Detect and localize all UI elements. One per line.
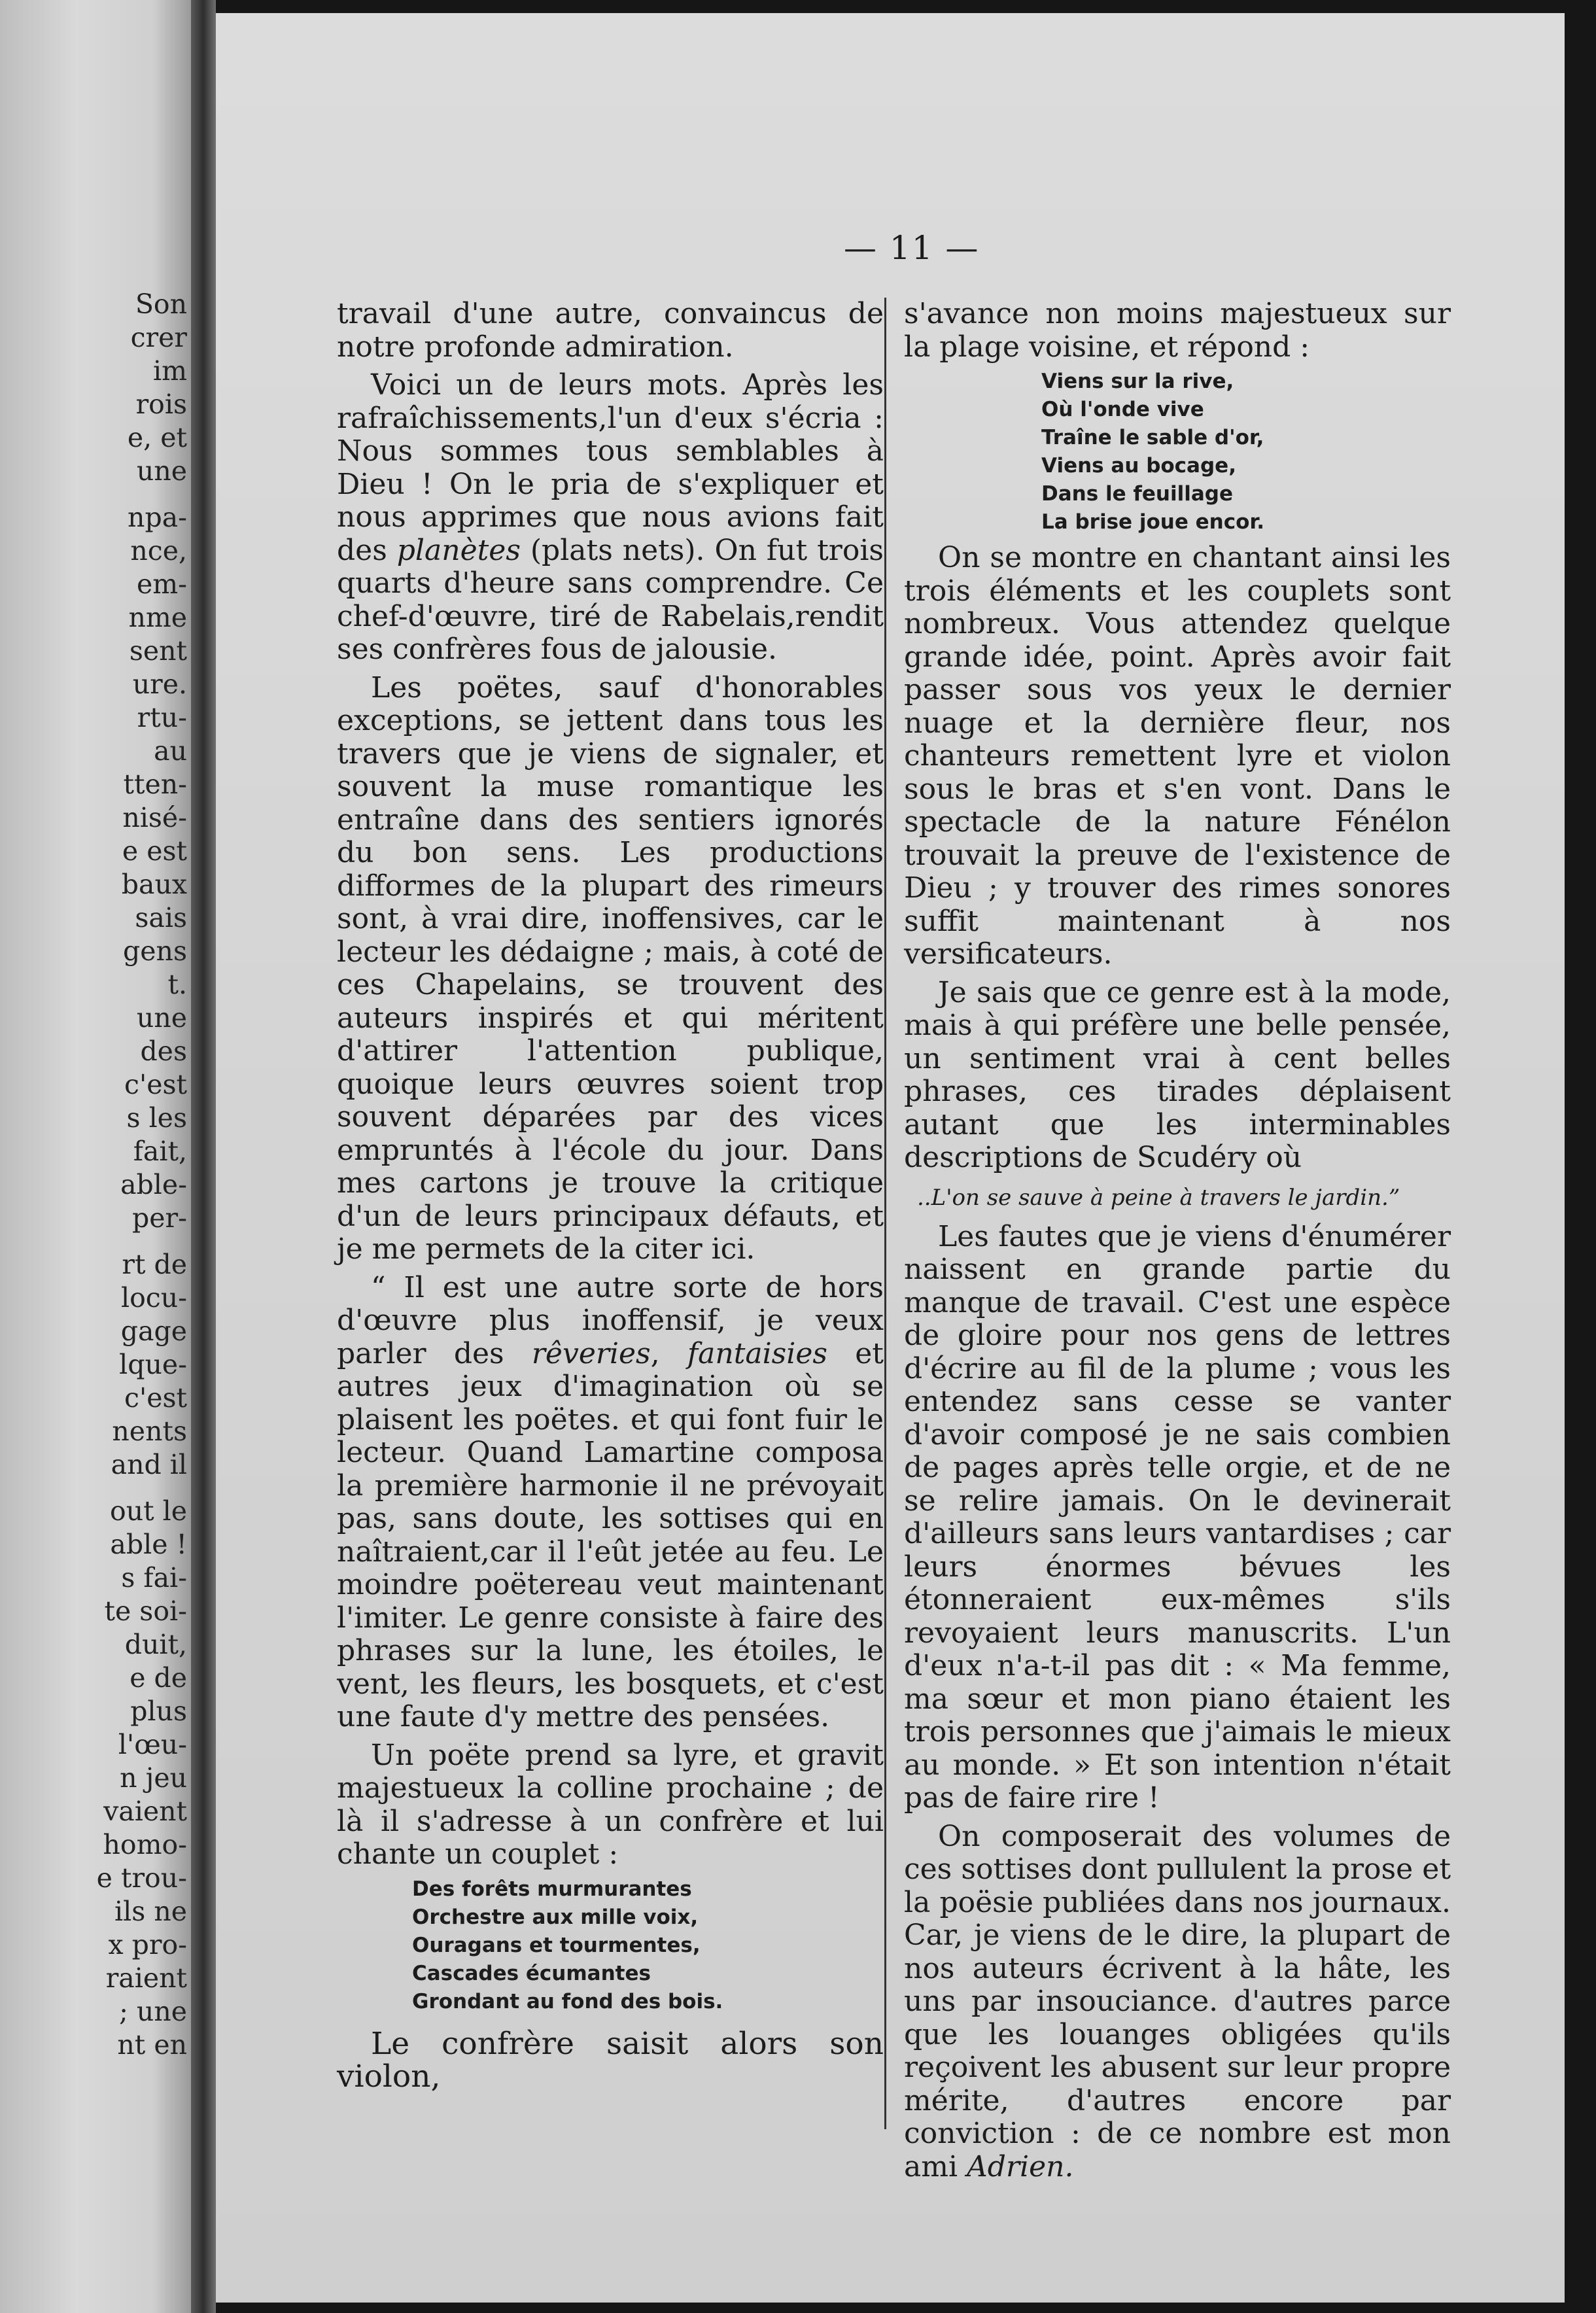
page-fragment-line: locu- <box>120 1282 187 1313</box>
verse-line: Où l'onde vive <box>1041 398 1204 421</box>
page-fragment-line: gage <box>120 1315 187 1347</box>
page-fragment-line: rois <box>135 389 187 420</box>
column-rule <box>884 298 886 2129</box>
page-fragment-line: out le <box>110 1495 187 1527</box>
verse-block <box>337 1875 884 2016</box>
page-fragment-line: rt de <box>122 1249 187 1280</box>
page-fragment-line: sais <box>135 902 187 933</box>
page-fragment-line: s les <box>126 1102 187 1134</box>
paragraph: “ Il est une autre sorte de hors d'œuvre plus inoffensif, je veux parler des rêveries, fantaisies et autres jeux d'imagination où se plaisent les poëtes. et qui font fuir le lecteur. Quand Lamartine composa la première harmonie il ne prévoyait pas, sans doute, les sottises qui en naîtraient,car il l'eût jetée au feu. Le moindre poëtereau veut maintenant l'imiter. Le genre consiste à faire des phrases sur la lune, les étoiles, le vent, les fleurs, les bosquets, et c'est une faute d'y mettre des pensées. <box>337 1270 884 1733</box>
page-fragment-line: able ! <box>110 1529 187 1560</box>
paragraph: Le confrère saisit alors son violon, <box>337 2025 884 2095</box>
verse-line: Traîne le sable d'or, <box>1041 426 1264 449</box>
page-fragment-line: t. <box>167 969 187 1000</box>
verse-line: Grondant au fond des bois. <box>412 1989 723 2013</box>
page-fragment-line: tten- <box>123 769 187 800</box>
page-fragment-line: n jeu <box>120 1762 187 1794</box>
page-fragment-line: nents <box>112 1416 187 1447</box>
text-column-right <box>904 298 1451 2183</box>
verse-line: Orchestre aux mille voix, <box>412 1905 699 1929</box>
page-fragment-line: raient <box>105 1962 187 1994</box>
page-number: — 11 — <box>844 229 980 267</box>
page-fragment-line: e trou- <box>96 1862 187 1894</box>
paragraph: Voici un de leurs mots. Après les rafraîchissements,l'un d'eux s'écria : Nous sommes tous semblables à Dieu ! On le pria de s'expliquer et nous apprimes que nous avions fait des planètes (plats nets). On fut trois quarts d'heure sans comprendre. Ce chef-d'œuvre, tiré de Rabelais,rendit ses confrères fous de jalousie. <box>337 368 884 666</box>
paragraph: On composerait des volumes de ces sottises dont pullulent la prose et la poësie publiées dans nos journaux. Car, je viens de le dire, la plupart de nos auteurs écrivent à la hâte, les uns par insouciance. d'autres parce que les louanges obligées qu'ils reçoivent les abusent sur leur propre mérite, d'autres encore par conviction : de ce nombre est mon ami Adrien. <box>904 1819 1451 2183</box>
text-column-left <box>337 298 884 2094</box>
page-fragment-line: c'est <box>124 1382 187 1414</box>
page-fragment-line: plus <box>130 1696 187 1727</box>
verse-line: Des forêts murmurantes <box>412 1877 692 1901</box>
page-fragment-line: e est <box>122 835 187 867</box>
verse-block <box>904 368 1451 536</box>
page-fragment-line: te soi- <box>104 1595 187 1627</box>
page-fragment-line: e, et <box>127 422 187 453</box>
page-fragment-line: per- <box>132 1202 187 1234</box>
book-gutter <box>191 0 216 2313</box>
paragraph: s'avance non moins majestueux sur la plage voisine, et répond : <box>904 297 1451 364</box>
page-fragment-line: s fai- <box>121 1562 187 1593</box>
page-fragment-line: x pro- <box>108 1929 187 1960</box>
page-fragment-line: Son <box>135 288 187 320</box>
page-fragment-line: able- <box>120 1169 187 1200</box>
page-fragment-line: nisé- <box>122 802 187 833</box>
page-fragment-line: ure. <box>132 669 187 700</box>
page-fragment-line: homo- <box>103 1829 187 1860</box>
page-fragment-line: une <box>136 1002 187 1034</box>
verse-line: Dans le feuillage <box>1041 482 1234 506</box>
page-fragment-line: baux <box>121 869 187 900</box>
page-fragment-line: ils ne <box>114 1896 187 1927</box>
paragraph: Je sais que ce genre est à la mode, mais à qui préfère une belle pensée, un sentiment vrai à cent belles phrases, ces tirades déplaisent autant que les interminables descriptions de Scudéry où <box>904 975 1451 1174</box>
paragraph: Les fautes que je viens d'énumérer naissent en grande partie du manque de travail. C'est une espèce de gloire pour nos gens de lettres d'écrire au fil de la plume ; vous les entendez sans cesse se vanter d'avoir composé je ne sais combien de pages après telle orgie, et de ne se relire jamais. On le devinerait d'ailleurs sans leurs vantardises ; car leurs énormes bévues les étonneraient eux-mêmes s'ils revoyaient leurs manuscrits. L'un d'eux n'a-t-il pas dit : « Ma femme, ma sœur et mon piano étaient les trois personnes que j'aimais le mieux au monde. » Et son intention n'était pas de faire rire ! <box>904 1219 1451 1815</box>
page-fragment-line: im <box>153 355 187 387</box>
page-fragment-line: crer <box>130 322 187 353</box>
paragraph: On se montre en chantant ainsi les trois éléments et les couplets sont nombreux. Vous attendez quelque grande idée, point. Après avoir fait passer sous vos yeux le dernier nuage et la dernière fleur, nos chanteurs remettent lyre et violon sous le bras et s'en vont. Dans le spectacle de la nature Fénélon trouvait la preuve de l'existence de Dieu ; y trouver des rimes sonores suffit maintenant à nos versificateurs. <box>904 541 1451 971</box>
page-fragment-line: nt en <box>117 2029 187 2061</box>
quoted-verse: ..L'on se sauve à peine à travers le jardin.” <box>917 1184 1400 1211</box>
page-fragment-line: des <box>140 1035 187 1067</box>
page-fragment-line: and il <box>111 1449 187 1480</box>
page-fragment-line: fait, <box>133 1136 187 1167</box>
paragraph: travail d'une autre, convaincus de notre profonde admiration. <box>337 297 884 364</box>
page-fragment-line: au <box>154 735 187 767</box>
verse-line: Viens au bocage, <box>1041 454 1236 478</box>
page-fragment-line: npa- <box>128 502 187 533</box>
page-fragment-line: nce, <box>130 535 187 566</box>
page-fragment-line: rtu- <box>137 702 187 733</box>
page-fragment-line: em- <box>137 568 187 600</box>
verse-line: Cascades écumantes <box>412 1961 651 1985</box>
paragraph: Un poëte prend sa lyre, et gravit majestueux la colline prochaine ; de là il s'adresse à un confrère et lui chante un couplet : <box>337 1738 884 1871</box>
page-fragment-line: duit, <box>124 1629 187 1660</box>
page-fragment-line: l'œu- <box>118 1729 187 1760</box>
verse-line: Viens sur la rive, <box>1041 370 1234 393</box>
page-fragment-line: ; une <box>119 1996 187 2027</box>
page-fragment-line: une <box>136 455 187 487</box>
page-fragment-line: vaient <box>103 1796 187 1827</box>
paragraph: Les poëtes, sauf d'honorables exceptions, se jettent dans tous les travers que je viens de signaler, et souvent la muse romantique les entraîne dans des sentiers ignorés du bon sens. Les productions difformes de la plupart des rimeurs sont, à vrai dire, inoffensives, car le lecteur les dédaigne ; mais, à coté de ces Chapelains, se trouvent des auteurs inspirés et qui méritent d'attirer l'attention publique, quoique leurs œuvres soient trop souvent déparées par des vices empruntés à l'école du jour. Dans mes cartons je trouve la critique d'un de leurs principaux défauts, et je me permets de la citer ici. <box>337 670 884 1266</box>
page-fragment-line: lque- <box>119 1349 187 1380</box>
adjacent-page-fragment <box>0 0 191 2313</box>
page-fragment-line: gens <box>123 935 187 967</box>
page-fragment-line: sent <box>129 635 187 667</box>
verse-line: La brise joue encor. <box>1041 510 1265 534</box>
verse-line: Ouragans et tourmentes, <box>412 1933 701 1957</box>
page-fragment-line: e de <box>130 1662 187 1694</box>
page-fragment-line: c'est <box>124 1069 187 1100</box>
page-fragment-line: nme <box>128 602 187 633</box>
